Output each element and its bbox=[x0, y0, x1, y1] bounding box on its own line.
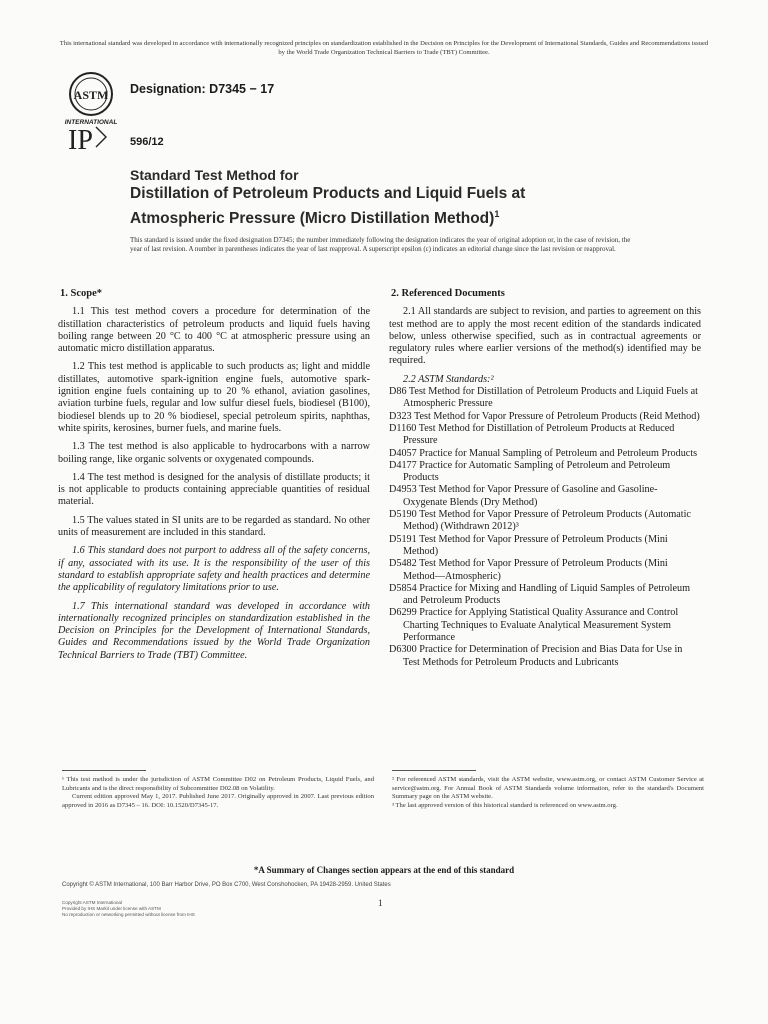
header-note: This international standard was developed in accordance with internationally recognized principles on standardization established in the Decision on Principles for the Development of International Standards, Guides and Recommendations issued by the World Trade Organization Technical Barriers to Trade (TBT) Committee. bbox=[59, 40, 709, 56]
astm-standards-subheading: 2.2 ASTM Standards:² bbox=[403, 373, 494, 385]
reference-item: D4953 Test Method for Vapor Pressure of Gasoline and Gasoline-Oxygenate Blends (Dry Method) bbox=[389, 484, 658, 508]
footnote-1-approval: Current edition approved May 1, 2017. Published June 2017. Originally approved in 2007. Last previous edition approved in 2016 as D7345 – 16. DOI: 10.1520/D7345-17. bbox=[62, 793, 374, 809]
scope-para-1-5: 1.5 The values stated in SI units are to be regarded as standard. No other units of measurement are included in this standard. bbox=[58, 514, 370, 539]
page-number: 1 bbox=[378, 898, 383, 908]
referenced-documents-heading: 2. Referenced Documents bbox=[391, 288, 505, 299]
title-line-1: Standard Test Method for bbox=[130, 167, 299, 183]
astm-logo-subtext: INTERNATIONAL bbox=[64, 119, 118, 126]
reference-item: D4057 Practice for Manual Sampling of Petroleum and Petroleum Products bbox=[389, 447, 698, 459]
footnote-divider-right bbox=[392, 770, 476, 771]
license-line: No reproduction or networking permitted without license from IHS bbox=[62, 912, 195, 917]
right-column bbox=[389, 288, 701, 669]
scope-para-1-6: 1.6 This standard does not purport to address all of the safety concerns, if any, associated with its use. It is the responsibility of the user of this standard to establish appropriate safety and health practices and determine the applicability of regulatory limitations prior to use. bbox=[58, 545, 370, 594]
reference-item: D6300 Practice for Determination of Precision and Bias Data for Use in Test Methods for Petroleum Products and Lubricants bbox=[389, 644, 683, 668]
reference-item: D86 Test Method for Distillation of Petroleum Products and Liquid Fuels at Atmospheric Pressure bbox=[389, 386, 698, 410]
scope-para-1-7: 1.7 This international standard was developed in accordance with internationally recognized principles on standardization established in the Decision on Principles for the Development of International Standards, Guides and Recommendations issued by the World Trade Organization Technical Barriers to Trade (TBT) Committee. bbox=[58, 600, 370, 661]
license-line: Provided by IHS Markit under license with ASTM bbox=[62, 906, 161, 911]
footnote-1 bbox=[62, 776, 374, 810]
copyright-line: Copyright © ASTM International, 100 Barr Harbor Drive, PO Box C700, West Conshohocken, PA 19428-2959. United States bbox=[62, 882, 391, 888]
reference-item: D4177 Practice for Automatic Sampling of Petroleum and Petroleum Products bbox=[389, 459, 671, 484]
footnote-divider-left bbox=[62, 770, 146, 771]
footnote-2: ² For referenced ASTM standards, visit the ASTM website, www.astm.org, or contact ASTM Customer Service at service@astm.org. For Annual Book of ASTM Standards volume information, refer to the standard's Document Summary page on the ASTM website. bbox=[392, 776, 704, 801]
left-column bbox=[58, 288, 370, 668]
scope-para-1-2: 1.2 This test method is applicable to such products as; light and middle distillates, automotive spark-ignition engine fuels, automotive spark-ignition engine fuels containing up to 20 % ethanol, aviation gasolines, aviation turbine fuels, regular and low sulfur diesel fuels, biodiesel (B100), biodiesel blends up to 20 % biodiesel, special petroleum spirits, naphthas, white spirits, kerosines, burner fuels, and marine fuels. bbox=[58, 361, 370, 434]
astm-logo-text: ASTM bbox=[73, 88, 109, 102]
scope-heading: 1. Scope* bbox=[60, 288, 102, 299]
intro-paragraph: This standard is issued under the fixed designation D7345; the number immediately following the designation indicates the year of original adoption or, in the case of revision, the year of last revision. A number in parentheses indicates the year of last reapproval. A superscript epsilon (ε) indicates an editorial change since the last revision or reapproval. bbox=[130, 236, 631, 254]
scope-para-1-1: 1.1 This test method covers a procedure for determination of the distillation characteristics of petroleum products and liquid fuels having boiling range between 20 °C to 400 °C at atmospheric pressure using an automatic micro distillation apparatus. bbox=[58, 306, 370, 355]
ip-logo-text: IP bbox=[68, 125, 93, 155]
ip-number: 596/12 bbox=[130, 136, 164, 148]
reference-item: D6299 Practice for Applying Statistical Quality Assurance and Control Charting Techniques to Evaluate Analytical Measurement System Performance bbox=[389, 607, 679, 644]
title-line-3-text: Atmospheric Pressure (Micro Distillation Method) bbox=[130, 210, 495, 228]
reference-item: D5190 Test Method for Vapor Pressure of Petroleum Products (Automatic Method) (Withdrawn 2012)³ bbox=[389, 509, 691, 533]
refdocs-para-2-1: 2.1 All standards are subject to revision, and parties to agreement on this test method are to apply the most recent edition of the standards indicated below, unless otherwise specified, such as in contractual agreements or regulatory rules where earlier versions of the method(s) identified may be required. bbox=[389, 306, 701, 367]
reference-item: D1160 Test Method for Distillation of Petroleum Products at Reduced Pressure bbox=[389, 422, 675, 447]
astm-logo-icon bbox=[64, 70, 120, 126]
scope-para-1-4: 1.4 The test method is designed for the analysis of distillate products; it is not applicable to products containing appreciable quantities of residual material. bbox=[58, 471, 370, 508]
reference-item: D5482 Test Method for Vapor Pressure of Petroleum Products (Mini Method—Atmospheric) bbox=[389, 558, 668, 582]
footnote-3: ³ The last approved version of this historical standard is referenced on www.astm.org. bbox=[392, 801, 618, 809]
summary-of-changes-note: *A Summary of Changes section appears at the end of this standard bbox=[253, 865, 515, 875]
reference-item: D323 Test Method for Vapor Pressure of Petroleum Products (Reid Method) bbox=[389, 410, 700, 422]
reference-item: D5191 Test Method for Vapor Pressure of Petroleum Products (Mini Method) bbox=[389, 533, 668, 557]
license-line: Copyright ASTM International bbox=[62, 900, 123, 905]
title-line-3 bbox=[130, 204, 525, 229]
title-block bbox=[130, 166, 525, 229]
scope-para-1-3: 1.3 The test method is also applicable to hydrocarbons with a narrow boiling range, like organic solvents or oxygenated compounds. bbox=[58, 441, 370, 465]
title-footnote-mark: 1 bbox=[494, 209, 500, 219]
title-line-2: Distillation of Petroleum Products and Liquid Fuels at bbox=[130, 185, 526, 202]
footnote-2-3 bbox=[392, 776, 704, 810]
designation: Designation: D7345 − 17 bbox=[130, 82, 275, 96]
license-watermark bbox=[62, 900, 195, 918]
footnote-1-text: ¹ This test method is under the jurisdiction of ASTM Committee D02 on Petroleum Products, Liquid Fuels, and Lubricants and is the direct responsibility of Subcommittee D02.08 on Volatility. bbox=[62, 776, 374, 792]
reference-item: D5854 Practice for Mixing and Handling of Liquid Samples of Petroleum and Petroleum Products bbox=[389, 582, 691, 607]
ip-logo-icon bbox=[66, 121, 108, 155]
